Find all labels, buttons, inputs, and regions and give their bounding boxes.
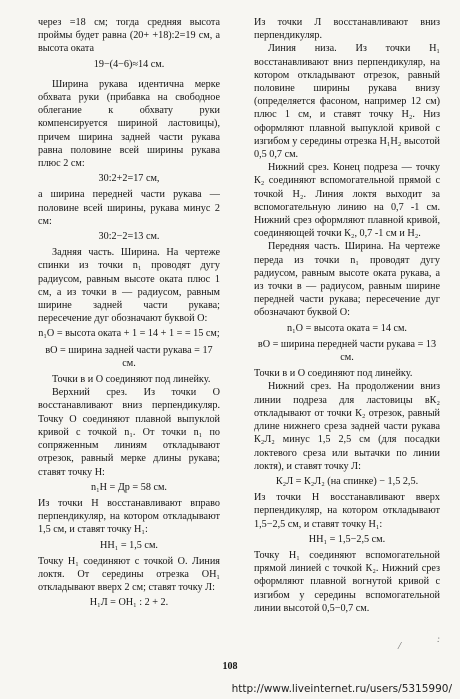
formula-line: К₂Л = К₂Л₂ (на спинке) − 1,5 2,5. bbox=[275, 475, 419, 487]
formula-line: n₁О = высота оката = 14 см. bbox=[287, 322, 407, 334]
formula-line: НН₁ = 1,5 см. bbox=[100, 539, 158, 551]
formula-line: n₁Н = Др = 58 см. bbox=[91, 481, 167, 493]
paragraph: Задняя часть. Ширина. На чертеже спинки из точки n₁ проводят дугу радиусом, равным высоте оката плюс 1 см, а из точки в — радиусом, равным ширине задней части рукава; пересечение дуг обозначают буквой О: bbox=[38, 247, 220, 325]
right-column bbox=[254, 16, 440, 615]
paragraph: Точку Н₁ соединяют вспомогательной прямой линией с точкой К₂. Нижний срез оформляют плавной вогнутой кривой с изгибом у середины вспомогательной линии высотой 0,5−0,7 см. bbox=[254, 549, 440, 614]
paragraph: Линия низа. Из точки Н₁ восстанавливают вниз перпендикуляр, на котором откладывают отрезок, равный половине ширины рукава внизу (определяется фасоном, например 12 см) плюс 1 см, и ставят точку Н₂. Низ оформляют плавной выпуклой кривой с изгибом у середины отрезка Н₁Н₂ высотой 0,5 0,7 см. bbox=[254, 43, 440, 161]
formula-line: 30:2−2=13 см. bbox=[98, 231, 160, 243]
pencil-mark: / bbox=[398, 640, 402, 652]
watermark-url: http://www.liveinternet.ru/users/5315990/ bbox=[231, 683, 452, 695]
formula-line: 30:2+2=17 см, bbox=[98, 173, 160, 185]
paragraph: Из точки Н восстанавливают вверх перпендикуляр, на котором откладывают 1,5−2,5 см, и ставят точку Н₁: bbox=[254, 492, 440, 530]
formula-line: НН₁ = 1,5−2,5 см. bbox=[308, 533, 386, 545]
paragraph: Точки в и О соединяют под линейку. bbox=[52, 374, 211, 386]
paragraph: Ширина рукава идентична мерке обхвата руки (прибавка на свободное облегание к обхвату руки компенсируется шириной ластовицы), причем ширина задней части рукава равна половине всей ширины рукава плюс 2 см: bbox=[38, 78, 220, 170]
formula-line: вО = ширина передней части рукава = 13 см. bbox=[257, 338, 437, 364]
paragraph: Из точки Н восстанавливают вправо перпендикуляр, на котором откладывают 1,5 см, и ставят точку Н₁: bbox=[38, 497, 220, 536]
paragraph: Нижний срез. Конец подреза — точку К₂ соединяют вспомогательной прямой с точкой Н₂. Линия локтя выходит за вспомогательную линию на 0,7 -1 см. Нижний срез оформляют плавной кривой, соединяющей точки К₂, 0,7 -1 см и Н₂. bbox=[254, 162, 440, 240]
formula-line: вО = ширина задней части рукава = 17 см. bbox=[45, 344, 213, 369]
paragraph: Передняя часть. Ширина. На чертеже переда из точки n₁ проводят дугу радиусом, равным высоте оката рукава, а из точки в — радиусом, равным ширине передней части рукава; пересечение дуг обозначают буквой О: bbox=[254, 241, 440, 319]
paragraph: Верхний срез. Из точки О восстанавливают вниз перпендикуляр. Точку О соединяют плавной выпуклой кривой с точкой n₁. От точки n₁ по сопряженным линиям откладывают отрезок, равный мерке длины рукава; ставят точку Н: bbox=[38, 387, 220, 478]
paragraph: через =18 см; тогда средняя высота проймы будет равна (20+ +18):2=19 см, а высота оката bbox=[38, 17, 220, 55]
margin-mark: : bbox=[437, 634, 440, 644]
paragraph: Точку Н₁ соединяют с точкой О. Линия локтя. От середины отрезка ОН₁ откладывают вверх 2 см; ставят точку Л: bbox=[38, 555, 220, 594]
paragraph: Точки в и О соединяют под линейку. bbox=[254, 368, 413, 380]
paragraph: а ширина передней части рукава — половине всей ширины, рукава минус 2 см: bbox=[38, 189, 220, 227]
formula-line: 19−(4−6)≈14 см. bbox=[93, 58, 165, 70]
paragraph: Из точки Л восстанавливают вниз перпендикуляр. bbox=[254, 17, 440, 42]
left-column bbox=[38, 16, 220, 613]
formula-line: n₁О = высота оката + 1 = 14 + 1 = = 15 см; bbox=[38, 328, 220, 340]
formula-line: Н₁Л = ОН₁ : 2 + 2. bbox=[89, 597, 169, 609]
page-number: 108 bbox=[222, 661, 238, 672]
paragraph: Нижний срез. На продолжении вниз линии подреза для ластовицы вК₂ откладывают от точки К₂ отрезок, равный длине нижнего среза задней части рукава К₂Л₂ минус 1,5 2,5 см (для посадки локтевого среза или вытачки по линии локтя), и ставят точку Л: bbox=[254, 381, 440, 472]
